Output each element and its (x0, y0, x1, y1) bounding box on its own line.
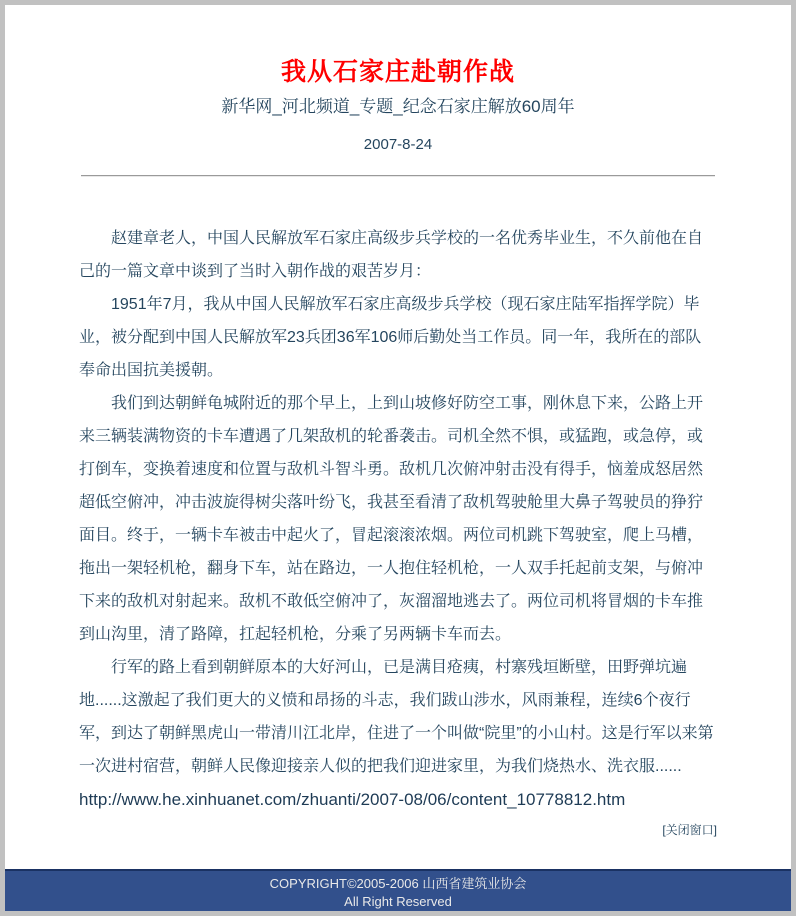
source-url: http://www.he.xinhuanet.com/zhuanti/2007-08/06/content_10778812.htm (79, 790, 626, 809)
footer-rights-text: All Right Reserved (344, 894, 452, 909)
article-paragraph: 我们到达朝鲜龟城附近的那个早上，上到山坡修好防空工事，刚休息下来，公路上开来三辆装满物资的卡车遭遇了几架敌机的轮番袭击。司机全然不惧，或猛跑，或急停，或打倒车，变换着速度和位置与敌机斗智斗勇。敌机几次俯冲射击没有得手，恼羞成怒居然超低空俯冲，冲击波旋得树尖落叶纷飞，我甚至看清了敌机驾驶舱里大鼻子驾驶员的狰狞面目。终于，一辆卡车被击中起火了，冒起滚滚浓烟。两位司机跳下驾驶室，爬上马槽，拖出一架轻机枪，翻身下车，站在路边，一人抱住轻机枪，一人双手托起前支架，与俯冲下来的敌机对射起来。敌机不敢低空俯冲了，灰溜溜地逃去了。两位司机将冒烟的卡车推到山沟里，清了路障，扛起轻机枪，分乘了另两辆卡车而去。 (79, 395, 704, 643)
close-window-row (79, 821, 717, 839)
article-paragraph: 赵建章老人，中国人民解放军石家庄高级步兵学校的一名优秀毕业生，不久前他在自己的一篇文章中谈到了当时入朝作战的艰苦岁月： (79, 230, 704, 280)
article-paragraph: 行军的路上看到朝鲜原本的大好河山，已是满目疮痍，村寨残垣断壁，田野弹坑遍地......这激起了我们更大的义愤和昂扬的斗志，我们跋山涉水，风雨兼程，连续6个夜行军，到达了朝鲜黑虎山一带清川江北岸，住进了一个叫做“院里”的小山村。这是行军以来第一次进村宿营，朝鲜人民像迎接亲人似的把我们迎进家里，为我们烧热水、洗衣服...... (79, 659, 714, 775)
article-date: 2007-8-24 (363, 136, 433, 153)
article-content (5, 5, 791, 869)
article-title: 我从石家庄赴朝作战 (280, 58, 515, 86)
footer-copyright-text: COPYRIGHT©2005-2006 山西省建筑业协会 (269, 876, 527, 891)
horizontal-divider (81, 175, 715, 177)
close-window-link[interactable]: [关闭窗口] (662, 823, 717, 837)
article-paragraph: 1951年7月，我从中国人民解放军石家庄高级步兵学校（现石家庄陆军指挥学院）毕业，被分配到中国人民解放军23兵团36军106师后勤处当工作员。同一年，我所在的部队奉命出国抗美援朝。 (79, 296, 702, 379)
footer-bar (5, 869, 791, 911)
article-body (79, 222, 717, 783)
article-subtitle: 新华网_河北频道_专题_纪念石家庄解放60周年 (221, 97, 575, 116)
